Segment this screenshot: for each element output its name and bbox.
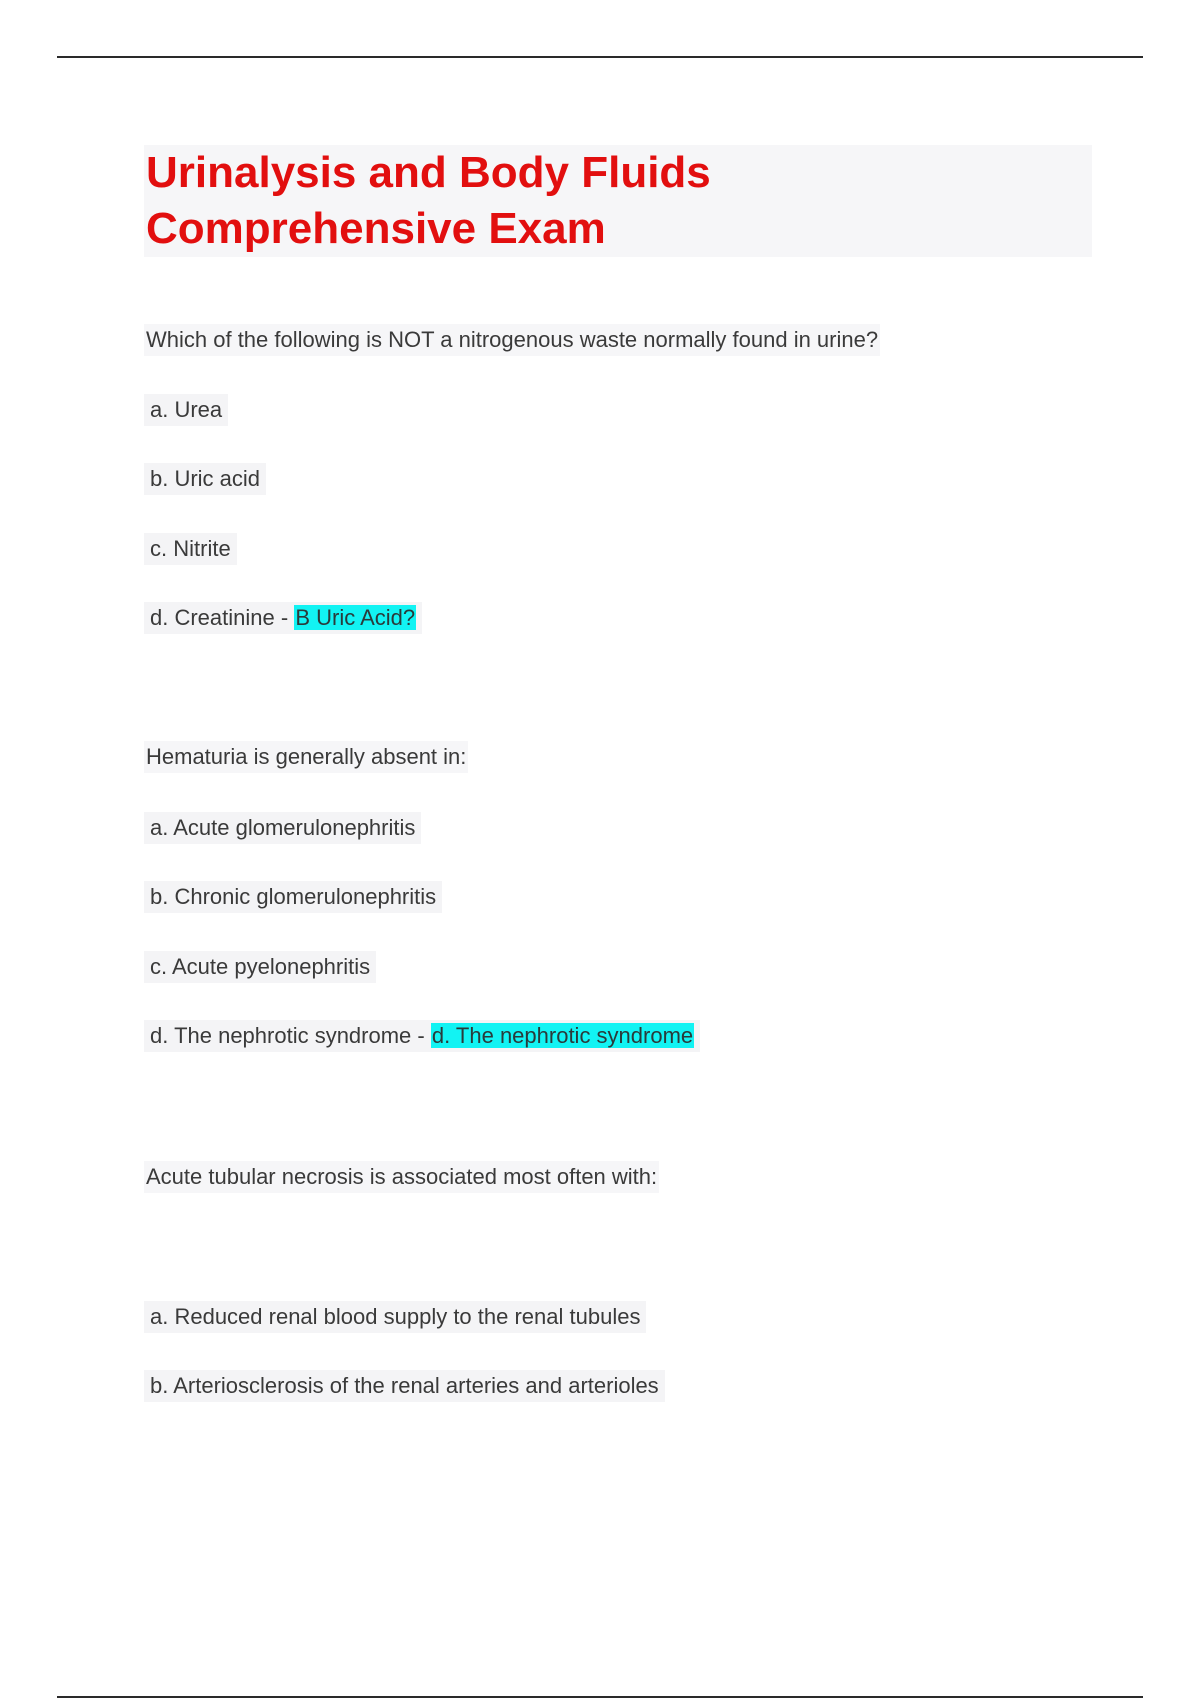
question-1-option-b: b. Uric acid <box>144 463 266 495</box>
question-3-text: Acute tubular necrosis is associated most often with: <box>144 1161 659 1193</box>
top-rule <box>57 56 1143 58</box>
question-1-answer-separator: - <box>274 605 295 630</box>
question-3-option-a: a. Reduced renal blood supply to the renal tubules <box>144 1301 646 1333</box>
question-2-text: Hematuria is generally absent in: <box>144 741 468 773</box>
question-2-answer: d. The nephrotic syndrome <box>431 1023 694 1048</box>
question-1-option-a: a. Urea <box>144 394 228 426</box>
question-2-answer-separator: - <box>411 1023 431 1048</box>
question-2-option-c: c. Acute pyelonephritis <box>144 951 376 983</box>
question-1-answer: B Uric Acid? <box>295 605 416 630</box>
question-1-option-d <box>144 602 422 634</box>
document-title-line-2: Comprehensive Exam <box>146 204 606 253</box>
question-2-option-a: a. Acute glomerulonephritis <box>144 812 421 844</box>
question-2-option-d <box>144 1020 700 1052</box>
document-title-line-1: Urinalysis and Body Fluids <box>146 148 711 197</box>
question-1-option-c: c. Nitrite <box>144 533 237 565</box>
question-1-text: Which of the following is NOT a nitrogenous waste normally found in urine? <box>144 324 880 356</box>
question-2-option-b: b. Chronic glomerulonephritis <box>144 881 442 913</box>
question-2-option-d-text: d. The nephrotic syndrome <box>150 1023 412 1048</box>
bottom-rule <box>57 1696 1143 1698</box>
question-3-option-b: b. Arteriosclerosis of the renal arteries and arterioles <box>144 1370 665 1402</box>
question-1-option-d-text: d. Creatinine <box>150 605 275 630</box>
